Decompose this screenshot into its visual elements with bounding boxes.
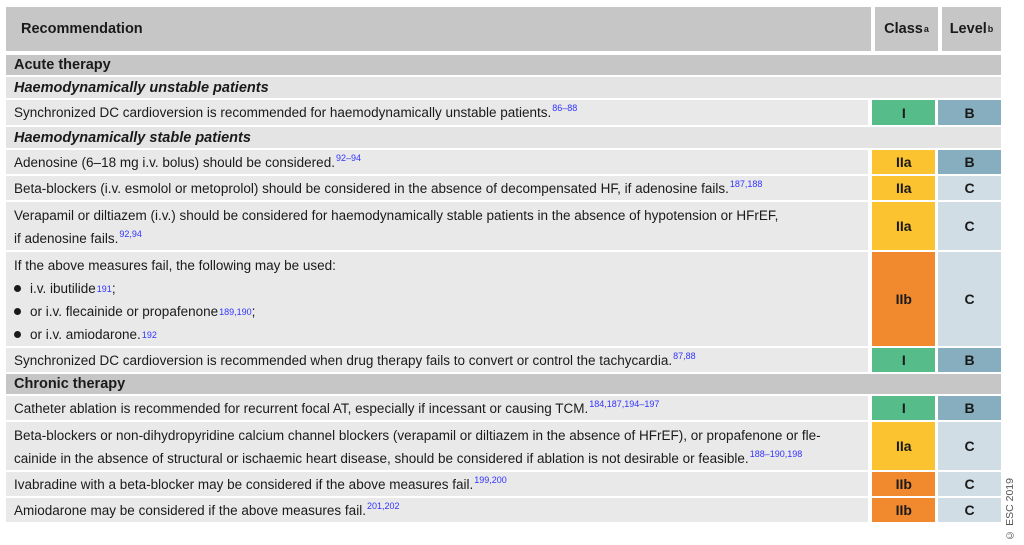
- reference-link[interactable]: 184,187,194–197: [589, 398, 660, 409]
- list-item: or i.v. flecainide or propafenone 189,190 ;: [14, 300, 860, 323]
- level-badge: B: [935, 348, 1001, 372]
- table-row: [6, 420, 1001, 470]
- row-text-line-1: Beta-blockers or non-dihydropyridine calcium channel blockers (verapamil or diltiazem in the absence of HFrEF), or propafenone or fle-: [14, 428, 821, 443]
- table-row: [6, 346, 1001, 372]
- recommendation-text: [6, 472, 868, 496]
- recommendation-text: [6, 252, 868, 346]
- class-badge: IIa: [872, 422, 935, 470]
- recommendation-text: [6, 348, 868, 372]
- list-item: or i.v. amiodarone. 192: [14, 323, 860, 346]
- table-row: [6, 394, 1001, 420]
- class-badge: IIa: [872, 176, 935, 200]
- level-header: Level b: [942, 7, 1001, 51]
- recommendation-header-label: Recommendation: [21, 21, 143, 37]
- row-text: Beta-blockers (i.v. esmolol or metoprolol) should be considered in the absence of decompensated HF, if adenosine fails.: [14, 180, 729, 196]
- row-text: Adenosine (6–18 mg i.v. bolus) should be considered.: [14, 154, 335, 170]
- level-header-label: Level: [949, 21, 987, 37]
- row-text-line-1: Verapamil or diltiazem (i.v.) should be considered for haemodynamically stable patients in the absence of hypotension or HFrEF,: [14, 208, 779, 223]
- recommendation-text: [6, 498, 868, 522]
- recommendation-text: [6, 100, 868, 125]
- reference-link[interactable]: 201,202: [366, 500, 400, 511]
- recommendation-text: [6, 422, 868, 470]
- table-row: [6, 250, 1001, 346]
- class-badge: I: [872, 396, 935, 420]
- recommendation-text: [6, 176, 868, 200]
- reference-link[interactable]: 199,200: [474, 474, 507, 485]
- row-text: Ivabradine with a beta-blocker may be considered if the above measures fail.: [14, 476, 474, 492]
- reference-link[interactable]: 86–88: [552, 103, 578, 113]
- reference-link[interactable]: 92,94: [119, 229, 142, 239]
- level-badge: C: [935, 252, 1001, 346]
- level-badge: B: [935, 100, 1001, 125]
- recommendation-text: [6, 150, 868, 174]
- row-text: Synchronized DC cardioversion is recommended for haemodynamically unstable patients.: [14, 105, 552, 120]
- row-intro: If the above measures fail, the following may be used:: [14, 258, 336, 273]
- level-badge: C: [935, 472, 1001, 496]
- class-badge: IIa: [872, 202, 935, 250]
- reference-link[interactable]: 87,88: [673, 350, 696, 361]
- table-row: [6, 148, 1001, 174]
- copyright-notice: © ESC 2019: [1004, 478, 1016, 541]
- recommendation-text: [6, 396, 868, 420]
- class-badge: IIb: [872, 252, 935, 346]
- subsection-stable: Haemodynamically stable patients: [6, 125, 1001, 148]
- table-row: [6, 98, 1001, 125]
- class-badge: IIa: [872, 150, 935, 174]
- section-chronic-therapy: Chronic therapy: [6, 372, 1001, 394]
- row-text: Amiodarone may be considered if the above measures fail.: [14, 502, 366, 518]
- reference-link[interactable]: 92–94: [335, 152, 361, 163]
- table-row: [6, 496, 1001, 522]
- class-badge: IIb: [872, 472, 935, 496]
- class-header: Class a: [875, 7, 938, 51]
- list-item-suffix: ;: [251, 304, 256, 319]
- list-item-text: or i.v. flecainide or propafenone: [30, 304, 219, 319]
- list-item-text: or i.v. amiodarone.: [30, 327, 141, 342]
- recommendations-table: [6, 7, 1001, 522]
- row-text: Synchronized DC cardioversion is recommended when drug therapy fails to convert or control the tachycardia.: [14, 352, 673, 368]
- list-item-suffix: ;: [111, 281, 116, 296]
- table-row: [6, 174, 1001, 200]
- level-badge: C: [935, 422, 1001, 470]
- level-badge: C: [935, 498, 1001, 522]
- level-badge: C: [935, 202, 1001, 250]
- class-badge: IIb: [872, 498, 935, 522]
- level-badge: B: [935, 150, 1001, 174]
- class-header-label: Class: [884, 21, 923, 37]
- row-text-line-2: if adenosine fails.: [14, 231, 119, 246]
- bullet-icon: [14, 285, 21, 292]
- table-row: [6, 200, 1001, 250]
- section-acute-therapy: Acute therapy: [6, 53, 1001, 75]
- row-text: Catheter ablation is recommended for recurrent focal AT, especially if incessant or causing TCM.: [14, 400, 589, 416]
- bullet-icon: [14, 331, 21, 338]
- reference-link[interactable]: 187,188: [729, 178, 763, 189]
- class-badge: I: [872, 100, 935, 125]
- recommendation-text: [6, 202, 868, 250]
- table-header: [6, 7, 1001, 53]
- bullet-icon: [14, 308, 21, 315]
- recommendation-header: [6, 7, 871, 51]
- table-row: [6, 470, 1001, 496]
- subsection-unstable: Haemodynamically unstable patients: [6, 75, 1001, 98]
- list-item-text: i.v. ibutilide: [30, 281, 96, 296]
- reference-link[interactable]: 188–190,198: [749, 449, 803, 459]
- row-text-line-2: cainide in the absence of structural or ischaemic heart disease, should be considered if ablation is not desirable or feasible.: [14, 451, 749, 466]
- level-badge: C: [935, 176, 1001, 200]
- level-badge: B: [935, 396, 1001, 420]
- class-badge: I: [872, 348, 935, 372]
- list-item: i.v. ibutilide 191 ;: [14, 277, 860, 300]
